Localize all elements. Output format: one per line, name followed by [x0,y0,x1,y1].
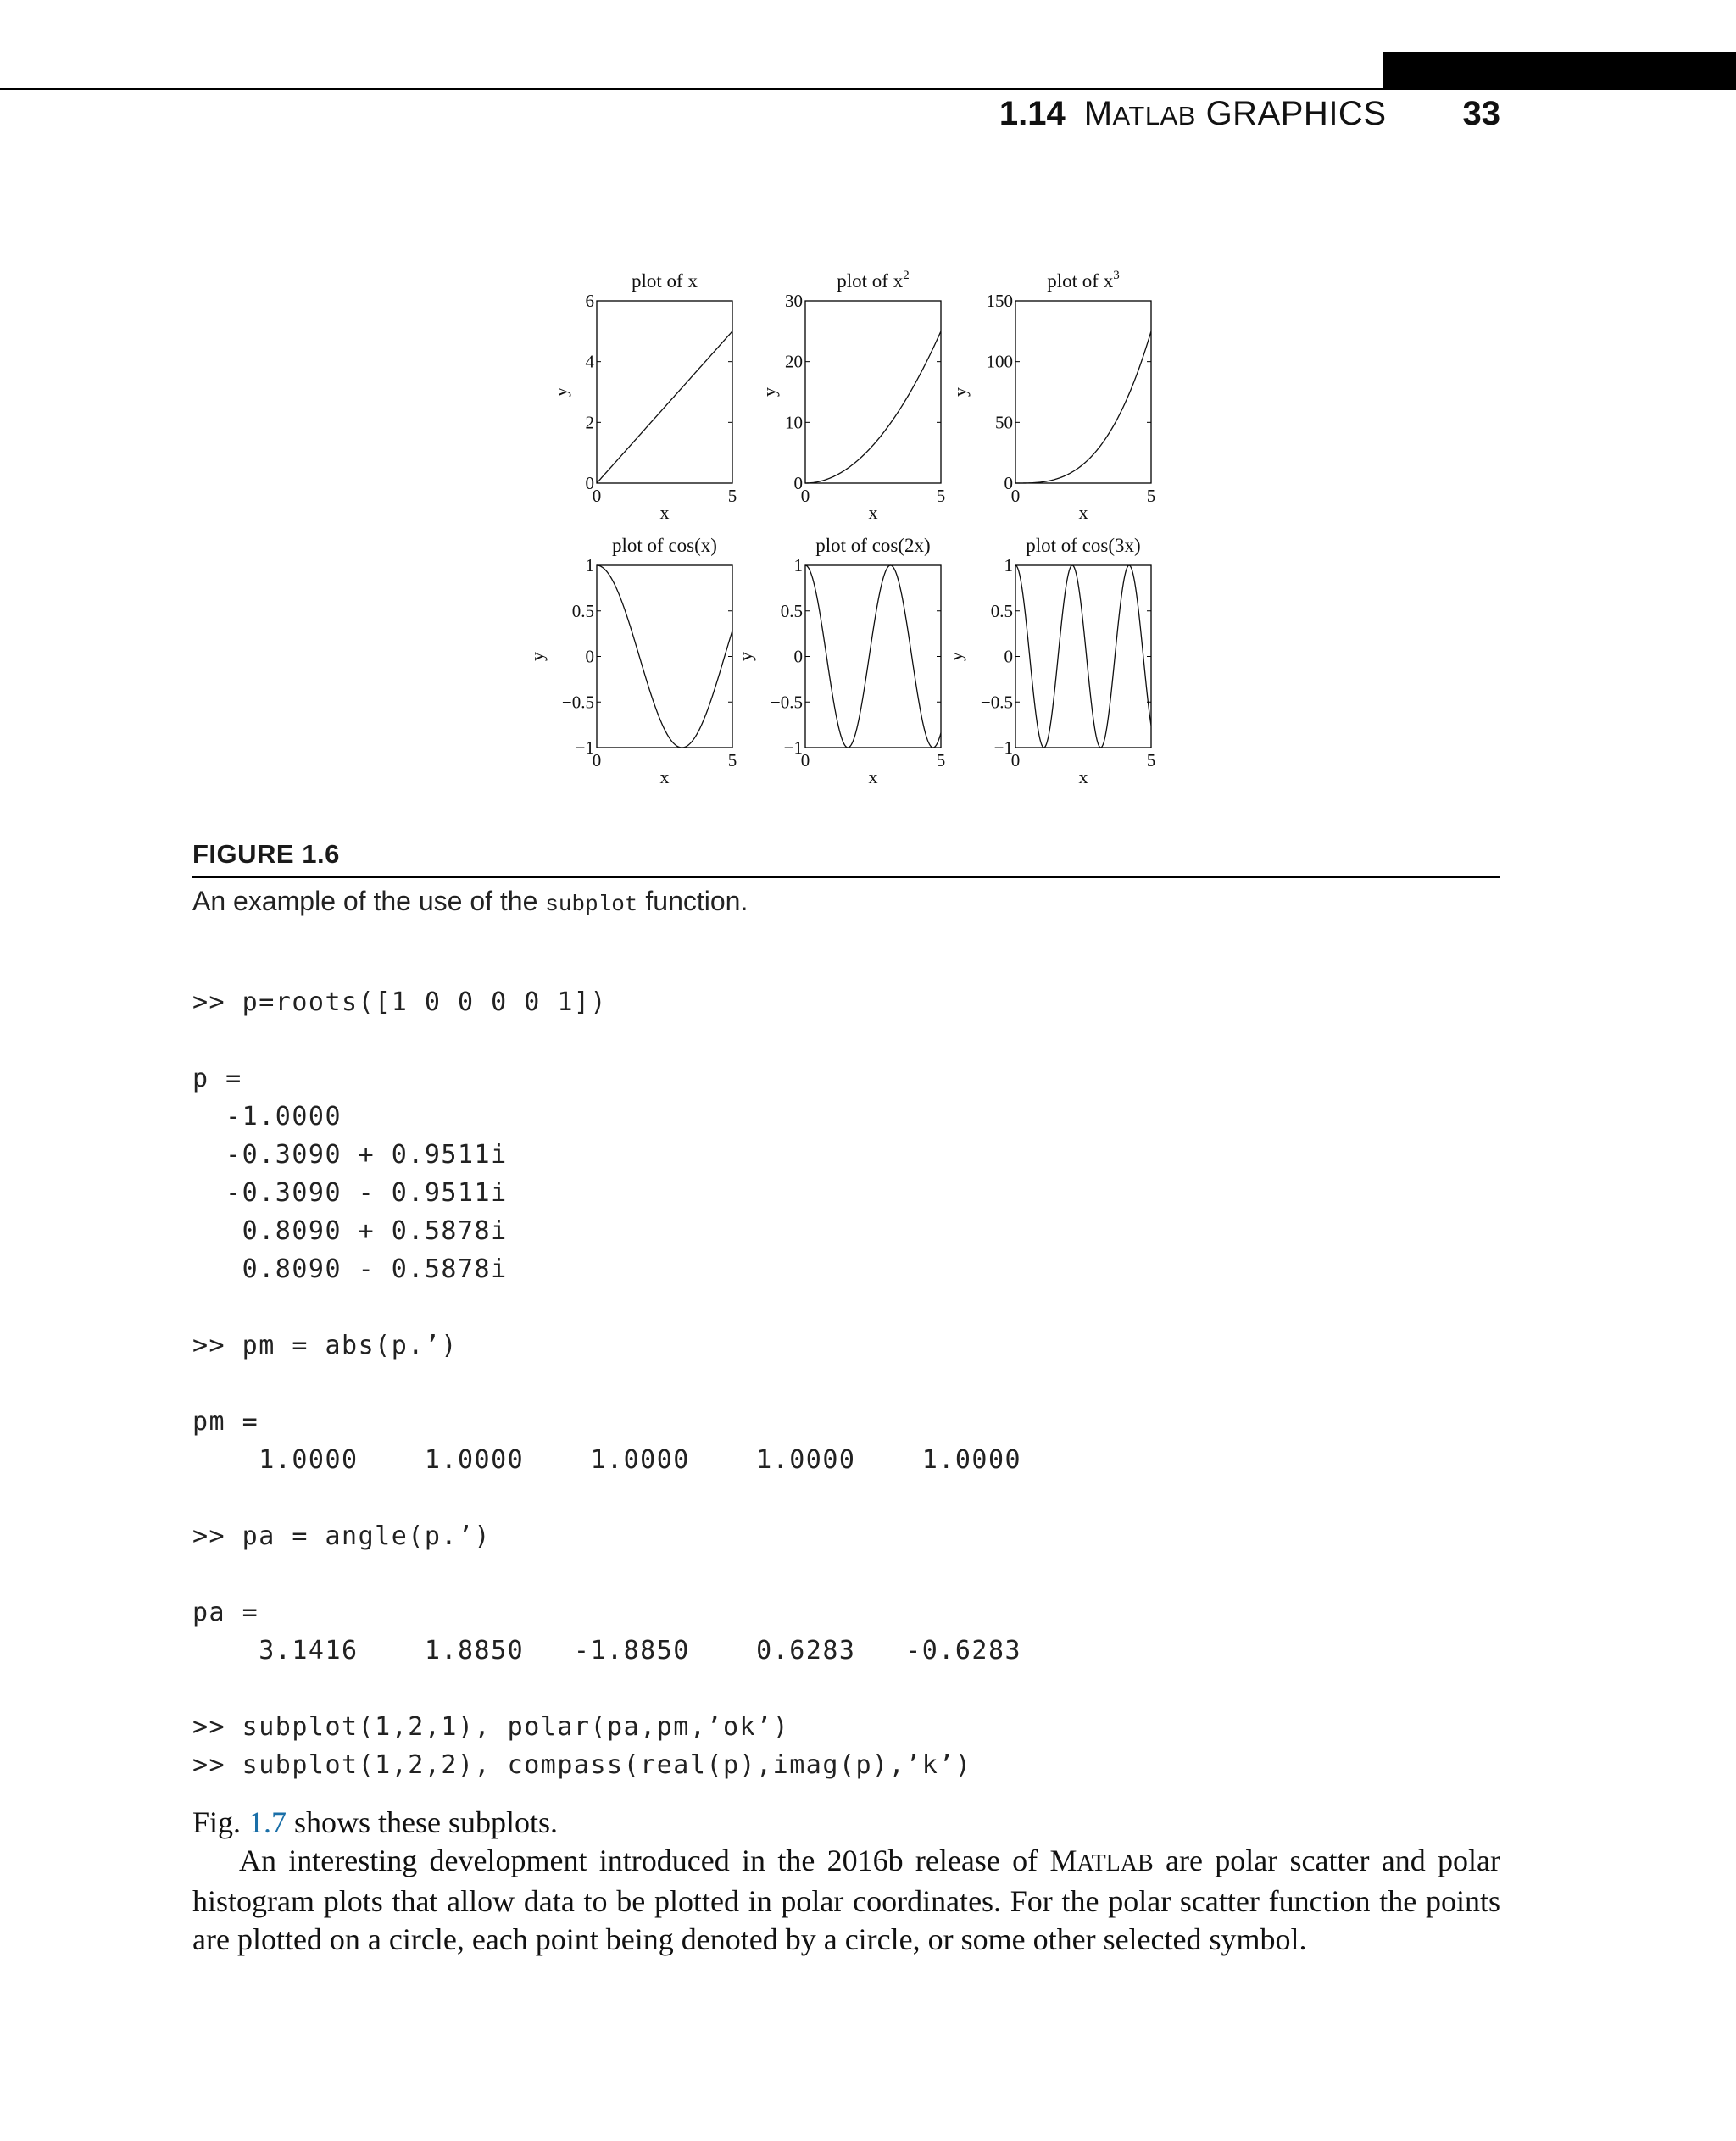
series-line [597,331,732,483]
section-title [1084,95,1387,133]
y-tick-label: 1 [1004,555,1013,576]
subplot-title [815,535,930,556]
plot-frame [805,301,941,483]
x-axis-label: x [659,502,670,523]
subplot-title-text: plot of cos(2x) [815,535,931,556]
subplot-1 [550,270,737,523]
subplot-title-superscript: 3 [1113,269,1120,282]
paragraph-1 [192,1804,1500,1842]
page-number: 33 [1462,95,1500,132]
y-tick-label: 0 [1004,646,1013,667]
subplot-title [837,269,909,292]
y-axis-label: y [735,652,756,661]
code-line: >> pa = angle(p.’) [192,1521,492,1551]
p2-text-after: are polar scatter and polar histogram plots that allow data to be plotted in polar coordinates. For the polar scatter function the points are plotted on a circle, each point being denoted by a circle, or some other selected symbol. [192,1843,1500,1956]
x-tick-label: 5 [727,750,737,770]
y-tick-label: −1 [783,737,803,758]
y-tick-label: 6 [585,291,594,311]
x-axis-label: x [1078,502,1088,523]
p2-smallcaps: ATLAB [1077,1850,1154,1877]
caption-text-after: function. [637,886,748,916]
code-line: -0.3090 - 0.9511i [192,1178,508,1208]
x-tick-label: 0 [592,750,602,770]
code-line: 1.0000 1.0000 1.0000 1.0000 1.0000 [192,1445,1022,1475]
y-tick-label: 10 [785,412,803,433]
y-tick-label: 0 [585,646,594,667]
subplot-figure [509,254,1170,805]
x-axis-label: x [659,766,670,787]
plot-frame [597,565,732,748]
y-axis-label: y [759,387,780,397]
code-line: 3.1416 1.8850 -1.8850 0.6283 -0.6283 [192,1636,1022,1666]
series-line [805,331,941,483]
y-tick-label: −0.5 [561,692,594,713]
p1-text-after: shows these subplots. [287,1805,559,1839]
subplot-5 [735,535,945,787]
y-tick-label: −1 [575,737,594,758]
code-line: 0.8090 - 0.5878i [192,1254,508,1284]
y-tick-label: −0.5 [980,692,1013,713]
code-line [192,1479,1464,1517]
plot-frame [1015,301,1151,483]
figure-reference-link[interactable]: 1.7 [248,1805,287,1839]
x-tick-label: 0 [1010,750,1021,770]
series-line [805,565,941,748]
code-line: 0.8090 + 0.5878i [192,1216,508,1246]
code-line: pm = [192,1407,259,1437]
y-tick-label: −1 [993,737,1013,758]
subplot-title-text: plot of x [632,270,698,292]
paragraph-2 [192,1842,1500,1959]
caption-code: subplot [545,892,638,917]
code-line: -1.0000 [192,1102,342,1132]
code-line [192,1021,1464,1059]
x-tick-label: 0 [800,750,810,770]
header-bar [1383,52,1736,89]
code-line [192,1555,1464,1593]
x-axis-label: x [868,502,878,523]
series-line [1015,565,1151,748]
y-tick-label: 2 [585,412,594,433]
plot-frame [805,565,941,748]
y-tick-label: 1 [585,555,594,576]
series-line [597,565,732,748]
subplot-title [1047,269,1119,292]
subplot-title [632,270,698,292]
x-tick-label: 0 [1010,486,1021,506]
running-head [999,95,1500,139]
code-line [192,1288,1464,1326]
subplot-title [612,535,717,556]
series-line [1015,331,1151,483]
y-tick-label: 0 [793,473,803,493]
y-axis-label: y [949,387,971,397]
subplot-title-superscript: 2 [903,269,910,282]
subplot-3 [949,269,1155,523]
y-tick-label: 0 [793,646,803,667]
code-line [192,1670,1464,1708]
code-line: >> subplot(1,2,2), compass(real(p),imag(p),’k’) [192,1750,972,1780]
x-tick-label: 0 [800,486,810,506]
header-rule [0,88,1736,90]
x-tick-label: 5 [727,486,737,506]
x-tick-label: 5 [936,486,946,506]
y-tick-label: −0.5 [770,692,803,713]
section-title-initial: M [1083,95,1113,132]
y-axis-label: y [945,652,966,661]
matlab-code-block [192,983,1464,1784]
y-tick-label: 1 [793,555,803,576]
y-tick-label: 0.5 [990,600,1013,621]
subplot-4 [526,535,737,787]
section-number: 1.14 [999,95,1066,132]
x-tick-label: 5 [1146,750,1156,770]
y-tick-label: 20 [785,351,803,372]
subplot-title-text: plot of x [837,270,904,292]
code-line: >> pm = abs(p.’) [192,1331,458,1360]
y-tick-label: 50 [995,412,1013,433]
x-axis-label: x [1078,766,1088,787]
y-tick-label: 150 [986,291,1013,311]
y-tick-label: 0.5 [780,600,803,621]
subplot-title-text: plot of cos(3x) [1026,535,1141,556]
code-line [192,1365,1464,1403]
subplot-title-text: plot of x [1047,270,1114,292]
caption-text-before: An example of the use of the [192,886,546,916]
y-axis-label: y [526,652,548,661]
section-title-smallcaps: ATLAB [1112,101,1196,131]
y-tick-label: 0 [585,473,594,493]
p1-text-before: Fig. [192,1805,249,1839]
code-line: pa = [192,1598,259,1627]
body-text [192,1804,1500,1959]
section-title-rest: GRAPHICS [1195,95,1387,132]
y-tick-label: 30 [785,291,803,311]
x-tick-label: 5 [1146,486,1156,506]
subplot-title [1026,535,1140,556]
code-line: p = [192,1064,242,1093]
x-tick-label: 0 [592,486,602,506]
code-line: >> subplot(1,2,1), polar(pa,pm,’ok’) [192,1712,790,1742]
code-line: -0.3090 + 0.9511i [192,1140,508,1170]
y-tick-label: 0.5 [571,600,594,621]
figure-rule [192,876,1500,878]
x-tick-label: 5 [936,750,946,770]
subplot-2 [759,269,945,523]
y-tick-label: 4 [585,351,594,372]
figure-label: FIGURE 1.6 [192,839,340,869]
subplot-6 [945,535,1155,787]
x-axis-label: x [868,766,878,787]
subplot-title-text: plot of cos(x) [612,535,717,556]
code-line: >> p=roots([1 0 0 0 0 1]) [192,987,608,1017]
plot-frame [1015,565,1151,748]
y-tick-label: 0 [1004,473,1013,493]
plot-frame [597,301,732,483]
p2-text-before: An interesting development introduced in the 2016b release of M [239,1843,1077,1877]
y-axis-label: y [550,387,571,397]
y-tick-label: 100 [986,351,1013,372]
figure-caption [192,886,748,917]
